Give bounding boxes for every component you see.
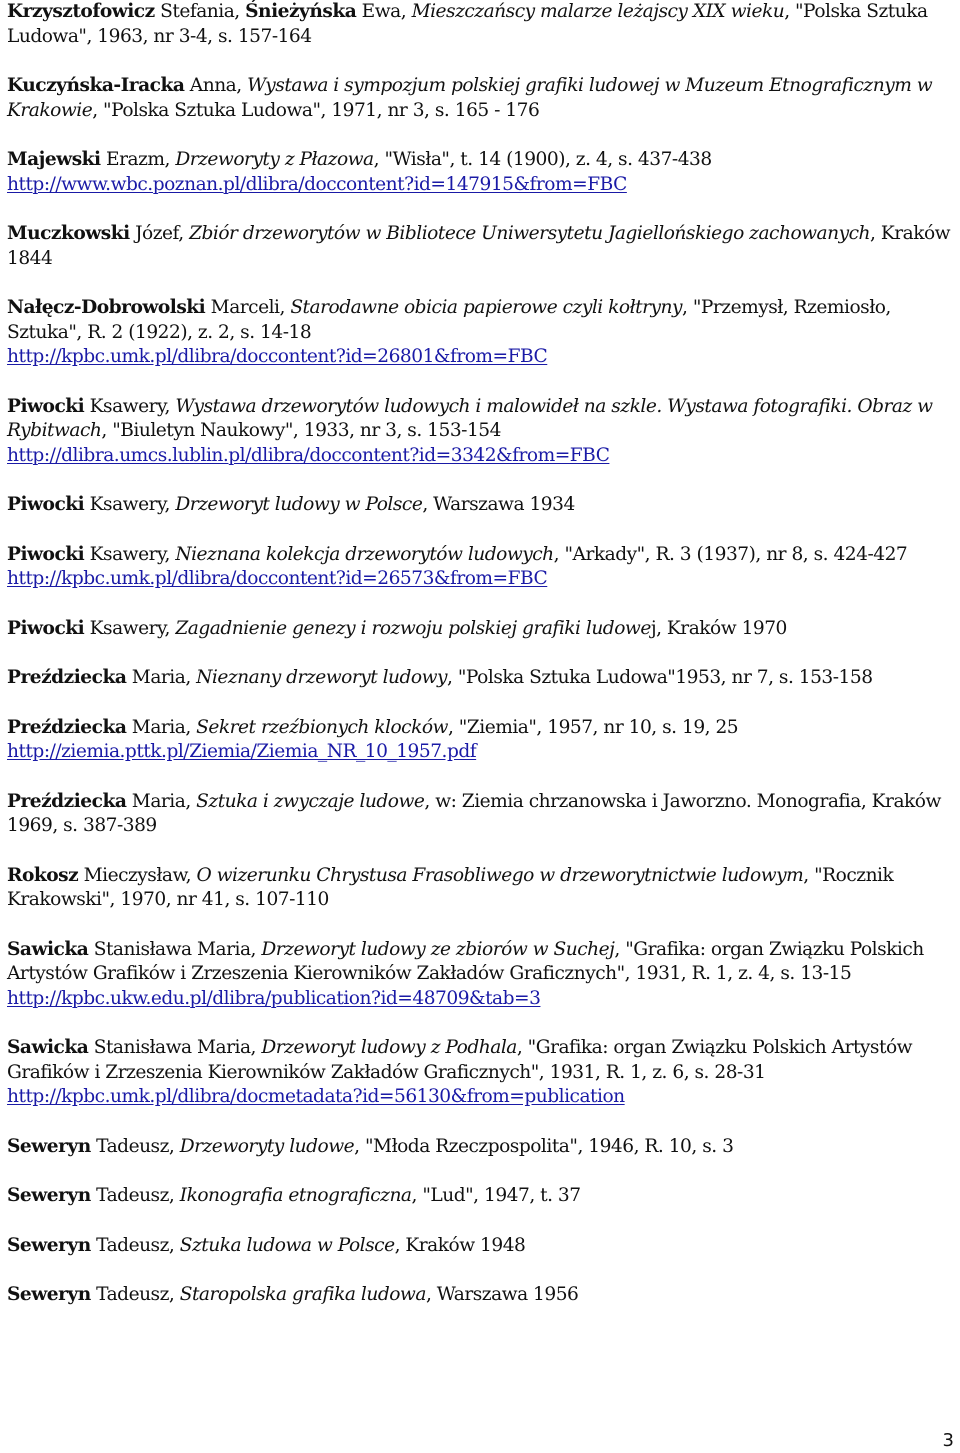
entry-author-firstname: Ksawery, [84,617,176,639]
entry-publication: , Kraków 1948 [394,1234,526,1256]
entry-title: Sztuka ludowa w Polsce [179,1234,395,1256]
entry-author-firstname: Ksawery, [84,543,176,565]
entry-title: Sekret rzeźbionych klocków [196,716,448,738]
entry-author: Seweryn [7,1234,91,1256]
entry-title: Drzeworyt ludowy ze zbiorów w Suchej [261,938,615,960]
bibliography-entry [7,666,955,691]
entry-title: Drzeworyt ludowy z Podhala [261,1037,517,1058]
entry-publication: , "Lud", 1947, t. 37 [411,1185,581,1206]
entry-author-firstname: Maria, [126,667,197,688]
entry-author: Piwocki [7,494,85,515]
entry-link[interactable]: http://ziemia.pttk.pl/Ziemia/Ziemia_NR_10_1957.pdf [7,741,477,762]
bibliography-entry [7,395,955,469]
entry-title: Drzeworyty ludowe [179,1135,355,1157]
entry-author: Seweryn [7,1135,91,1157]
entry-publication: , "Polska Sztuka Ludowa", 1971, nr 3, s. 165 - 176 [92,99,540,121]
entry-author-firstname: Mieczysław, [78,864,197,886]
entry-author-firstname: Erazm, [100,149,176,170]
entry-author: Rokosz [7,864,79,886]
entry-title: Nieznana kolekcja drzeworytów ludowych [175,543,554,565]
entry-publication: , "Polska Sztuka Ludowa", 1963, nr 3-4, s. 157-164 [7,1,928,47]
entry-title: Drzeworyty z Płazowa [175,149,374,170]
bibliography-entry [7,1283,955,1308]
entry-title: Ikonografia etnograficzna [179,1185,412,1206]
entry-publication: , "Ziemia", 1957, nr 10, s. 19, 25 [447,716,739,738]
bibliography-entry [7,716,955,765]
entry-publication: , "Przemysł, Rzemiosło, Sztuka", R. 2 (1922), z. 2, s. 14-18 [7,297,891,343]
entry-title: Zbiór drzeworytów w Bibliotece Uniwersytetu Jagiellońskiego zachowanych [189,223,871,244]
entry-publication: , "Arkady", R. 3 (1937), nr 8, s. 424-427 [553,543,908,565]
bibliography-entry [7,1234,955,1259]
entry-author-firstname: Marceli, [205,297,291,318]
bibliography-entry [7,148,955,197]
entry-publication: , "Młoda Rzeczpospolita", 1946, R. 10, s. 3 [354,1135,734,1157]
bibliography-entry [7,790,955,839]
bibliography-entry [7,74,955,123]
bibliography-entry [7,222,955,271]
entry-author-firstname: Józef, [129,223,190,244]
entry-publication: , "Wisła", t. 14 (1900), z. 4, s. 437-438 [373,149,712,170]
entry-author-firstname: Ksawery, [84,395,176,417]
entry-author-firstname: Tadeusz, [90,1284,180,1305]
bibliography-entry [7,543,955,592]
entry-title: Mieszczańscy malarze leżajscy XIX wieku [411,1,785,22]
entry-author: Majewski [7,149,101,170]
entry-author: Preździecka [7,716,127,738]
entry-link[interactable]: http://kpbc.ukw.edu.pl/dlibra/publication?id=48709&tab=3 [7,987,541,1009]
entry-title: Staropolska grafika ludowa [179,1284,426,1305]
entry-author-firstname: Tadeusz, [90,1135,180,1157]
entry-author: Nałęcz-Dobrowolski [7,297,206,318]
entry-publication: , Warszawa 1956 [425,1284,579,1305]
entry-title: Drzeworyt ludowy w Polsce [175,494,423,515]
entry-author-firstname: Tadeusz, [90,1234,180,1256]
entry-title: Wystawa drzeworytów ludowych i malowideł na szkle. Wystawa fotografiki. Obraz w Rybitwach [7,395,933,441]
entry-author: Preździecka [7,790,127,812]
bibliography-entry [7,0,955,49]
entry-title: Nieznany drzeworyt ludowy [196,667,448,688]
entry-title: O wizerunku Chrystusa Frasobliwego w drzeworytnictwie ludowym [196,864,804,886]
entry-author: Seweryn [7,1284,91,1305]
entry-author: Piwocki [7,543,85,565]
entry-publication: , "Grafika: organ Związku Polskich Artystów Grafików i Zrzeszenia Kierowników Zakładów Graficznych", 1931, R. 1, z. 4, s. 13-15 [7,938,924,984]
bibliography-entry [7,1036,955,1110]
bibliography-entry [7,493,955,518]
bibliography-list [7,0,955,1333]
entry-publication: , w: Ziemia chrzanowska i Jaworzno. Monografia, Kraków 1969, s. 387-389 [7,790,941,836]
bibliography-entry [7,938,955,1012]
entry-publication: , "Grafika: organ Związku Polskich Artystów Grafików i Zrzeszenia Kierowników Zakładów Graficznych", 1931, R. 1, z. 6, s. 28-31 [7,1037,913,1083]
entry-title: Starodawne obicia papierowe czyli kołtryny [290,297,682,318]
entry-title: Sztuka i zwyczaje ludowe [196,790,425,812]
bibliography-entry [7,296,955,370]
entry-author: Sawicka [7,938,89,960]
entry-link[interactable]: http://dlibra.umcs.lublin.pl/dlibra/doccontent?id=3342&from=FBC [7,444,610,466]
entry-publication: , Warszawa 1934 [422,494,575,515]
bibliography-entry [7,864,955,913]
entry-link[interactable]: http://www.wbc.poznan.pl/dlibra/doccontent?id=147915&from=FBC [7,173,627,195]
entry-author: Kuczyńska-Iracka [7,75,185,96]
bibliography-entry [7,1135,955,1160]
page-number: 3 [942,1430,954,1451]
entry-author-firstname: Tadeusz, [90,1185,180,1206]
entry-title: Zagadnienie genezy i rozwoju polskiej grafiki ludowe [175,617,651,639]
entry-author-firstname: Anna, [184,75,248,96]
entry-title: Wystawa i sympozjum polskiej grafiki ludowej w Muzeum Etnograficznym w Krakowie [7,75,933,121]
entry-publication: , "Rocznik Krakowski", 1970, nr 41, s. 107-110 [7,864,894,910]
entry-link[interactable]: http://kpbc.umk.pl/dlibra/doccontent?id=26801&from=FBC [7,346,548,367]
entry-publication: , "Polska Sztuka Ludowa"1953, nr 7, s. 153-158 [447,667,873,688]
entry-author-firstname: Maria, [126,716,197,738]
entry-link[interactable]: http://kpbc.umk.pl/dlibra/doccontent?id=26573&from=FBC [7,568,548,589]
entry-author: Krzysztofowicz [7,1,155,22]
entry-author: Preździecka [7,667,127,688]
entry-author: Piwocki [7,395,85,417]
entry-author: Piwocki [7,617,85,639]
entry-author: Sawicka [7,1037,89,1058]
bibliography-entry [7,1184,955,1209]
entry-author: Muczkowski [7,223,130,244]
entry-author-firstname: Stanisława Maria, [88,1037,262,1058]
entry-publication: , Kraków 1844 [7,223,951,269]
entry-author-firstname: Stefania, [154,1,246,22]
entry-author: Seweryn [7,1185,91,1206]
entry-author-firstname: Maria, [126,790,197,812]
entry-author-firstname: Ksawery, [84,494,176,515]
entry-author-firstname: Stanisława Maria, [88,938,262,960]
bibliography-entry [7,617,955,642]
entry-publication: j, Kraków 1970 [650,617,787,639]
entry-link[interactable]: http://kpbc.umk.pl/dlibra/docmetadata?id=56130&from=publication [7,1086,625,1107]
entry-coauthor: Śnieżyńska [245,1,357,22]
entry-publication: , "Biuletyn Naukowy", 1933, nr 3, s. 153-154 [101,420,501,441]
entry-coauthor-firstname: Ewa, [356,1,412,22]
